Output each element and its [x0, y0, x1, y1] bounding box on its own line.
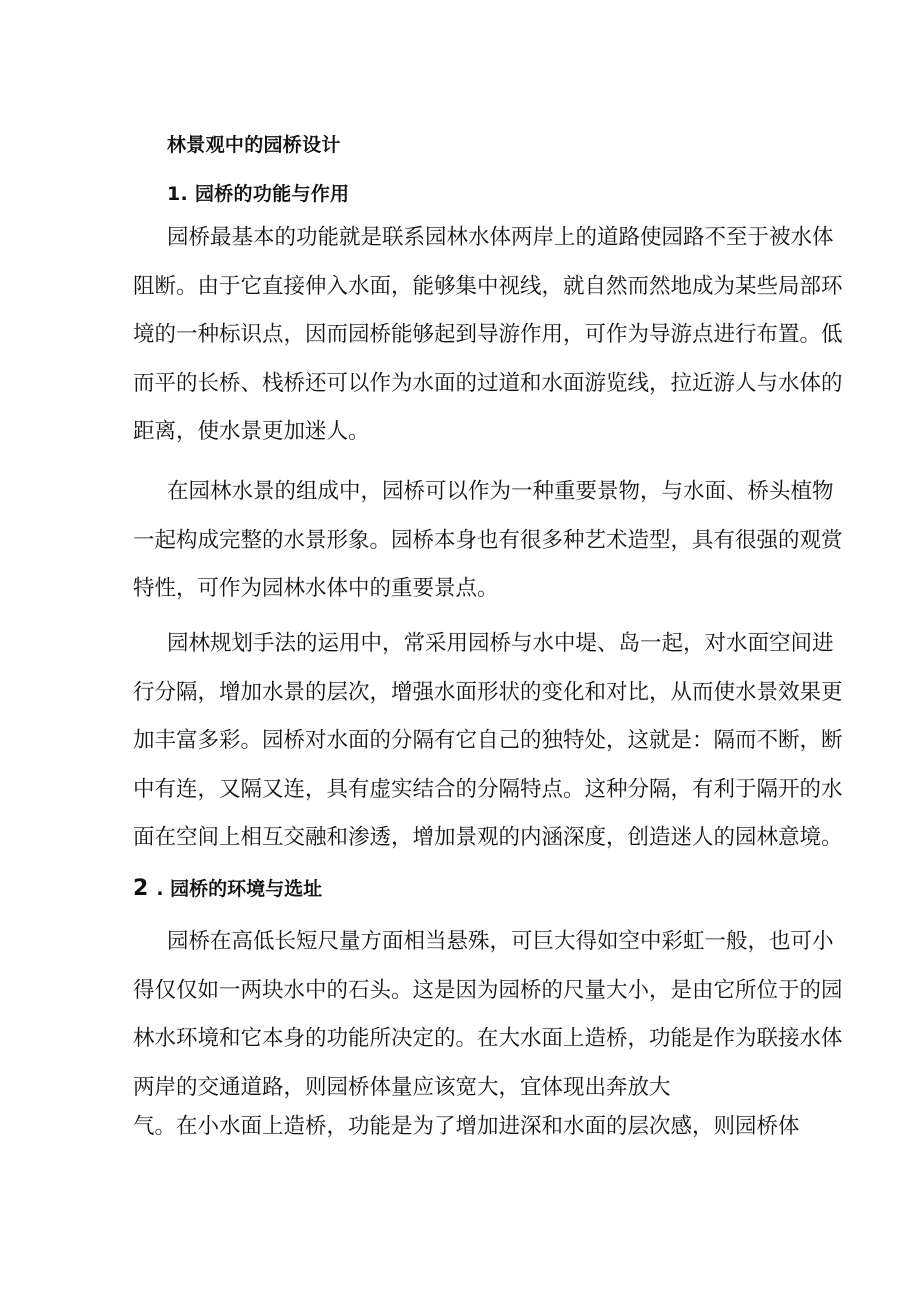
paragraph-line: 加丰富多彩。园桥对水面的分隔有它自己的独特处，这就是：隔而不断，断: [133, 728, 843, 753]
paragraph-line: 境的一种标识点，因而园桥能够起到导游作用，可作为导游点进行布置。低: [133, 322, 843, 347]
paragraph-line: 距离，使水景更加迷人。: [133, 419, 370, 444]
paragraph-line: 林水环境和它本身的功能所决定的。在大水面上造桥，功能是作为联接水体: [133, 1026, 843, 1051]
paragraph-line: 园林规划手法的运用中，常采用园桥与水中堤、岛一起，对水面空间进: [167, 631, 834, 656]
section-heading-1: 1. 园桥的功能与作用: [167, 183, 350, 205]
section-heading-2: [133, 874, 322, 901]
document-title: 林景观中的园桥设计: [167, 134, 341, 156]
paragraph-line: 特性，可作为园林水体中的重要景点。: [133, 576, 499, 601]
paragraph-line: 面在空间上相互交融和渗透，增加景观的内涵深度，创造迷人的园林意境。: [133, 825, 843, 850]
paragraph-line: 一起构成完整的水景形象。园桥本身也有很多种艺术造型，具有很强的观赏: [133, 527, 843, 553]
paragraph-2: [133, 468, 843, 614]
paragraph-line: 而平的长桥、栈桥还可以作为水面的过道和水面游览线，拉近游人与水体的: [133, 370, 843, 396]
paragraph-line: 园桥在高低长短尺量方面相当悬殊，可巨大得如空中彩虹一般，也可小: [167, 929, 834, 954]
paragraph-line: 得仅仅如一两块水中的石头。这是因为园桥的尺量大小，是由它所位于的园: [133, 977, 843, 1003]
paragraph-line: 中有连，又隔又连，具有虚实结合的分隔特点。这种分隔，有利于隔开的水: [133, 776, 843, 802]
paragraph-1: [133, 214, 843, 457]
paragraph-line: 行分隔，增加水景的层次，增强水面形状的变化和对比，从而使水景效果更: [133, 679, 843, 705]
paragraph-4: [133, 918, 843, 1112]
section-heading-text: . 园桥的环境与选址: [156, 878, 323, 900]
paragraph-3: [133, 620, 843, 863]
paragraph-line: 两岸的交通道路，则园桥体量应该宽大，宜体现出奔放大: [133, 1074, 671, 1100]
paragraph-line: 园桥最基本的功能就是联系园林水体两岸上的道路使园路不至于被水体: [167, 225, 834, 250]
section-number: 2: [133, 876, 149, 901]
paragraph-line: 阻断。由于它直接伸入水面，能够集中视线，就自然而然地成为某些局部环: [133, 273, 843, 299]
paragraph-line: 在园林水景的组成中，园桥可以作为一种重要景物，与水面、桥头植物: [167, 479, 834, 504]
paragraph-line-continued: 气。在小水面上造桥，功能是为了增加进深和水面的层次感，则园桥体: [133, 1114, 800, 1139]
